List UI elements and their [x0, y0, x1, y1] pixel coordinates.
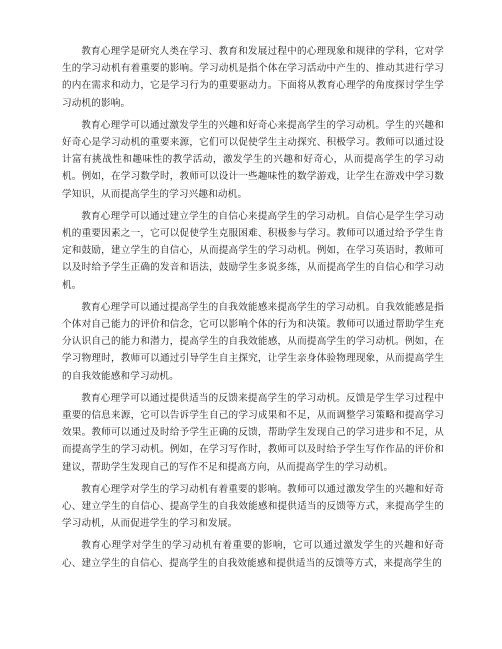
paragraph-self-efficacy: 教育心理学可以通过提高学生的自我效能感来提高学生的学习动机。自我效能感是指个体对自己能力的评价和信念，它可以影响个体的行为和决策。教师可以通过帮助学生充分认识自己的能力和潜力，提高学生的自我效能感，从而提高学生的学习动机。例如，在学习物理时，教师可以通过引导学生自主探究，让学生亲身体验物理现象，从而提高学生的自我效能感和学习动机。: [62, 301, 444, 382]
paragraph-confidence: 教育心理学可以通过建立学生的自信心来提高学生的学习动机。自信心是学生学习动机的重要因素之一，它可以促使学生克服困难、积极参与学习。教师可以通过给予学生肯定和鼓励，建立学生的自信心，从而提高学生的学习动机。例如，在学习英语时，教师可以及时给予学生正确的发音和语法，鼓励学生多说多练，从而提高学生的自信心和学习动机。: [62, 210, 444, 291]
paragraph-feedback: 教育心理学可以通过提供适当的反馈来提高学生的学习动机。反馈是学生学习过程中重要的信息来源，它可以告诉学生自己的学习成果和不足，从而调整学习策略和提高学习效果。教师可以通过及时给予学生正确的反馈，帮助学生发现自己的学习进步和不足，从而提高学生的学习动机。例如，在学习写作时，教师可以及时给予学生写作作品的评价和建议，帮助学生发现自己的写作不足和提高方向，从而提高学生的学习动机。: [62, 392, 444, 473]
paragraph-conclusion: 教育心理学对学生的学习动机有着重要的影响，它可以通过激发学生的兴趣和好奇心、建立学生的自信心、提高学生的自我效能感和提供适当的反馈等方式，来提高学生的: [62, 540, 444, 569]
paragraph-intro: 教育心理学是研究人类在学习、教育和发展过程中的心理现象和规律的学科，它对学生的学习动机有着重要的影响。学习动机是指个体在学习活动中产生的、推动其进行学习的内在需求和动力，它是学习行为的重要驱动力。下面将从教育心理学的角度探讨学生学习动机的影响。: [62, 46, 444, 109]
paragraph-summary: 教育心理学对学生的学习动机有着重要的影响。教师可以通过激发学生的兴趣和好奇心、建立学生的自信心、提高学生的自我效能感和提供适当的反馈等方式，来提高学生的学习动机，从而促进学生的学习和发展。: [62, 483, 444, 530]
paragraph-interest: 教育心理学可以通过激发学生的兴趣和好奇心来提高学生的学习动机。学生的兴趣和好奇心是学习动机的重要来源，它们可以促使学生主动探究、积极学习。教师可以通过设计富有挑战性和趣味性的教学活动，激发学生的兴趣和好奇心，从而提高学生的学习动机。例如，在学习数学时，教师可以设计一些趣味性的数学游戏，让学生在游戏中学习数学知识，从而提高学生的学习兴趣和动机。: [62, 119, 444, 200]
